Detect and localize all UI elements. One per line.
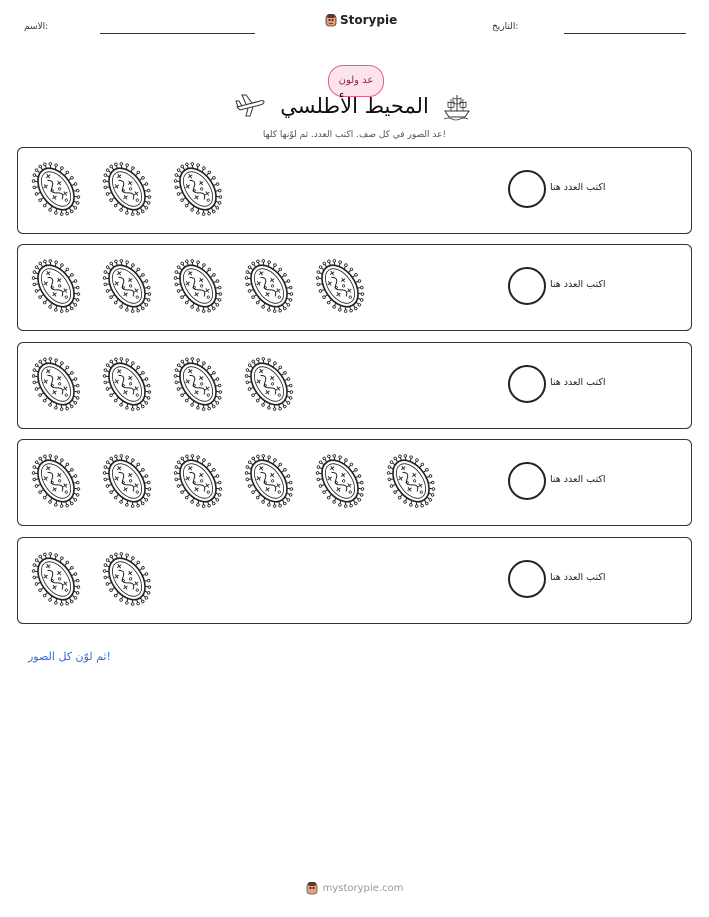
brand-logo bbox=[325, 13, 397, 27]
picture-group bbox=[30, 259, 366, 315]
microbe-icon bbox=[101, 357, 153, 411]
microbe-icon bbox=[243, 259, 295, 313]
microbe-icon bbox=[101, 259, 153, 313]
microbe-icon bbox=[30, 454, 82, 508]
footer-url[interactable]: mystorypie.com bbox=[322, 882, 404, 894]
microbe-icon bbox=[172, 162, 224, 216]
microbe-icon bbox=[385, 454, 437, 508]
date-line[interactable] bbox=[564, 33, 686, 34]
storypie-logo-icon bbox=[325, 13, 337, 27]
counting-row bbox=[17, 342, 692, 429]
picture-group bbox=[30, 552, 153, 608]
storypie-logo-icon bbox=[306, 881, 318, 895]
name-line[interactable] bbox=[100, 33, 255, 34]
worksheet-title: المحيط الأطلسي bbox=[280, 94, 429, 118]
counting-row bbox=[17, 537, 692, 624]
answer-circle[interactable] bbox=[508, 170, 546, 208]
activity-badge: عد ولون bbox=[328, 65, 384, 97]
microbe-icon bbox=[101, 552, 153, 606]
answer-label: اكتب العدد هنا bbox=[550, 572, 606, 583]
microbe-icon bbox=[243, 357, 295, 411]
microbe-icon bbox=[243, 454, 295, 508]
footer bbox=[0, 881, 709, 895]
instruction-text: عد الصور في كل صف. اكتب العدد. ثم لوّنها كلها! bbox=[262, 130, 447, 140]
counting-row bbox=[17, 439, 692, 526]
brand-name: Storypie bbox=[340, 13, 398, 27]
counting-row bbox=[17, 244, 692, 331]
microbe-icon bbox=[314, 259, 366, 313]
airplane-icon bbox=[234, 92, 266, 118]
microbe-icon bbox=[101, 162, 153, 216]
microbe-icon bbox=[30, 357, 82, 411]
answer-label: اكتب العدد هنا bbox=[550, 377, 606, 388]
microbe-icon bbox=[30, 259, 82, 313]
microbe-icon bbox=[30, 162, 82, 216]
microbe-icon bbox=[30, 552, 82, 606]
microbe-icon bbox=[172, 259, 224, 313]
date-label: التاريخ: bbox=[492, 22, 519, 32]
microbe-icon bbox=[101, 454, 153, 508]
picture-group bbox=[30, 162, 224, 218]
microbe-icon bbox=[314, 454, 366, 508]
answer-label: اكتب العدد هنا bbox=[550, 279, 606, 290]
microbe-icon bbox=[172, 357, 224, 411]
answer-circle[interactable] bbox=[508, 462, 546, 500]
counting-row bbox=[17, 147, 692, 234]
answer-label: اكتب العدد هنا bbox=[550, 474, 606, 485]
coloring-note: ثم لوّن كل الصور! bbox=[28, 650, 111, 663]
name-label: الاسم: bbox=[24, 22, 49, 32]
picture-group bbox=[30, 357, 295, 413]
picture-group bbox=[30, 454, 437, 510]
answer-circle[interactable] bbox=[508, 267, 546, 305]
answer-label: اكتب العدد هنا bbox=[550, 182, 606, 193]
microbe-icon bbox=[172, 454, 224, 508]
answer-circle[interactable] bbox=[508, 365, 546, 403]
answer-circle[interactable] bbox=[508, 560, 546, 598]
